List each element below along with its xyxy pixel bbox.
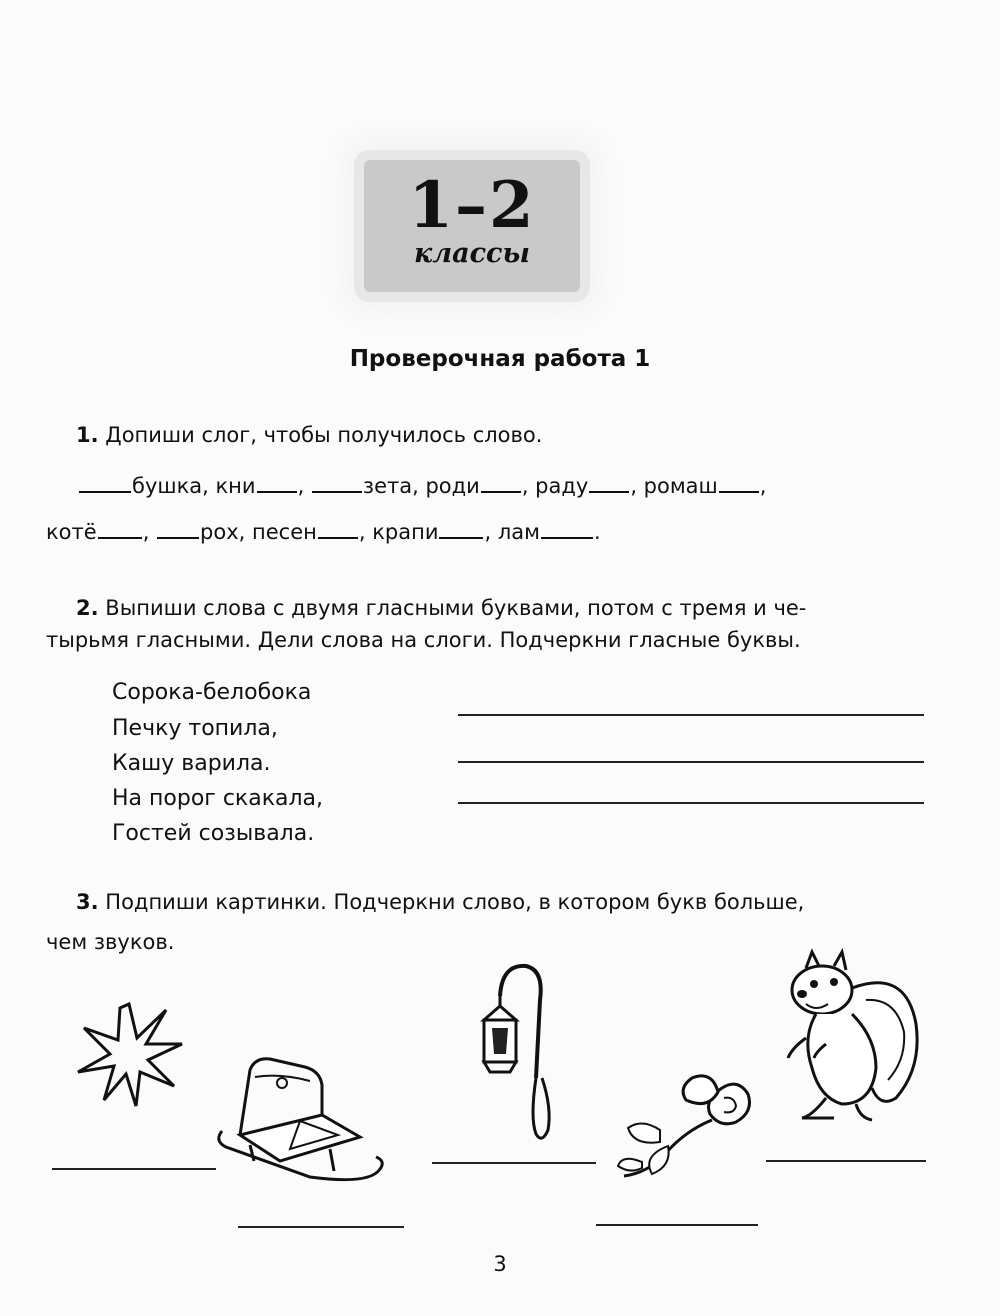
word-fragment: бушка, кни — [132, 474, 256, 498]
blank[interactable] — [589, 490, 629, 493]
grade-number: 1–2 — [408, 168, 536, 243]
task1-row1 — [78, 474, 766, 498]
answer-line[interactable] — [458, 802, 924, 804]
blank[interactable] — [312, 490, 362, 493]
star-icon — [74, 1000, 184, 1110]
word-fragment: , крапи — [358, 520, 439, 544]
poem-line: Гостей созывала. — [112, 821, 315, 846]
poem-line: На порог скакала, — [112, 786, 324, 811]
blank[interactable] — [541, 536, 593, 539]
poem-line: Сорока-белобока — [112, 680, 312, 705]
answer-line[interactable] — [458, 761, 924, 763]
answer-line[interactable] — [458, 714, 924, 716]
word-fragment: котё — [46, 520, 97, 544]
word-fragment: . — [593, 520, 601, 544]
word-fragment: , ромаш — [630, 474, 718, 498]
grade-word: классы — [414, 238, 530, 269]
lantern-icon — [470, 958, 560, 1148]
word-fragment: зета, роди — [362, 474, 480, 498]
page-number: 3 — [493, 1252, 507, 1276]
blank[interactable] — [98, 536, 142, 539]
task3-text: Подпиши картинки. Подчеркни слово, в котором букв больше, — [105, 890, 805, 914]
task1-row2 — [46, 520, 601, 544]
squirrel-icon — [776, 948, 926, 1128]
blank[interactable] — [257, 490, 297, 493]
word-fragment: , лам — [484, 520, 540, 544]
task2-number: 2. — [76, 596, 99, 620]
picture-answer-line[interactable] — [238, 1226, 404, 1228]
task3-number: 3. — [76, 890, 99, 914]
picture-answer-line[interactable] — [432, 1162, 596, 1164]
picture-answer-line[interactable] — [596, 1224, 758, 1226]
word-fragment: , раду — [521, 474, 589, 498]
sled-icon — [210, 1045, 390, 1185]
task2-line1 — [76, 596, 806, 620]
blank[interactable] — [157, 536, 199, 539]
task3-line2: чем звуков. — [46, 930, 175, 954]
picture-answer-line[interactable] — [766, 1160, 926, 1162]
task3-line1 — [76, 890, 804, 914]
blank[interactable] — [79, 490, 131, 493]
blank[interactable] — [481, 490, 521, 493]
poem-line: Кашу варила. — [112, 751, 271, 776]
blank[interactable] — [719, 490, 759, 493]
word-fragment: , — [297, 474, 311, 498]
page-title: Проверочная работа 1 — [349, 346, 651, 372]
word-fragment: , — [759, 474, 767, 498]
task2-text: Выпиши слова с двумя гласными буквами, потом с тремя и че- — [105, 596, 807, 620]
task1-text: Допиши слог, чтобы получилось слово. — [105, 423, 543, 447]
task1-heading — [76, 423, 542, 447]
rose-icon — [612, 1070, 762, 1182]
blank[interactable] — [318, 536, 358, 539]
poem-line: Печку топила, — [112, 716, 278, 741]
word-fragment: рох, песен — [200, 520, 317, 544]
task2-line2: тырьмя гласными. Дели слова на слоги. Подчеркни гласные буквы. — [46, 628, 801, 652]
blank[interactable] — [439, 536, 483, 539]
word-fragment: , — [142, 520, 157, 544]
task1-number: 1. — [76, 423, 99, 447]
picture-answer-line[interactable] — [52, 1168, 216, 1170]
